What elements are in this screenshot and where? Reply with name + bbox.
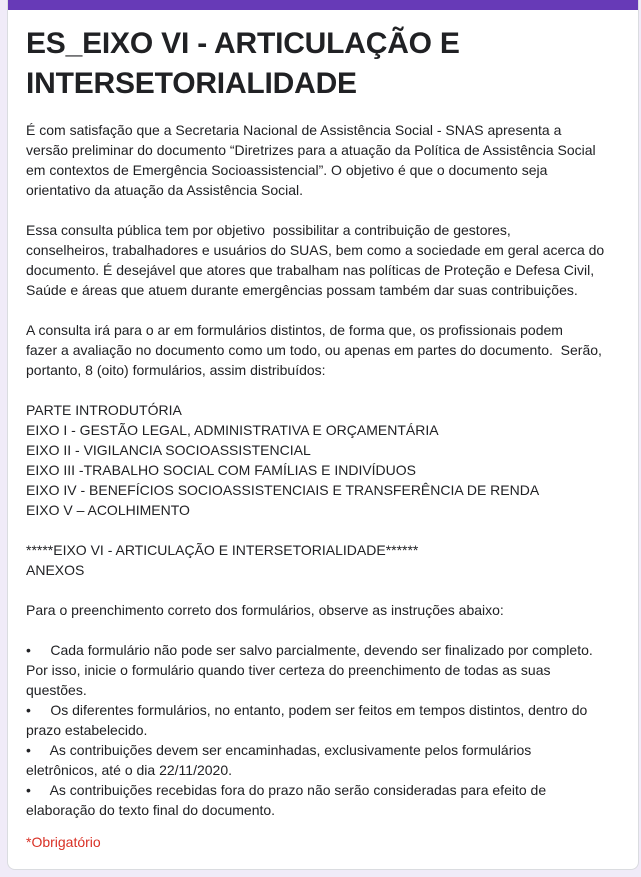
description-line: Para o preenchimento correto dos formulários, observe as instruções abaixo:: [26, 602, 504, 618]
description-line: Saúde e áreas que atuem durante emergências possam também dar suas contribuições.: [26, 282, 578, 298]
description-line: • Os diferentes formulários, no entanto, podem ser feitos em tempos distintos, dentro do: [26, 702, 588, 718]
description-line: • As contribuições recebidas fora do prazo não serão consideradas para efeito de: [26, 782, 547, 798]
form-title-line: INTERSETORIALIDADE: [26, 67, 357, 100]
description-line: eletrônicos, até o dia 22/11/2020.: [26, 762, 233, 778]
description-blank-line: [26, 620, 624, 640]
description-line: EIXO IV - BENEFÍCIOS SOCIOASSISTENCIAIS E TRANSFERÊNCIA DE RENDA: [26, 482, 540, 498]
form-title: [26, 24, 624, 104]
description-blank-line: [26, 200, 624, 220]
form-description: [26, 120, 624, 820]
description-line: orientativo da atuação da Assistência Social.: [26, 182, 304, 198]
description-blank-line: [26, 300, 624, 320]
description-line: elaboração do texto final do documento.: [26, 802, 276, 818]
description-line: em contextos de Emergência Socioassistencial”. O objetivo é que o documento seja: [26, 162, 548, 178]
description-line: versão preliminar do documento “Diretrizes para a atuação da Política de Assistência Social: [26, 142, 596, 158]
description-line: Essa consulta pública tem por objetivo possibilitar a contribuição de gestores,: [26, 222, 511, 238]
description-line: prazo estabelecido.: [26, 722, 148, 738]
description-line: documento. É desejável que atores que trabalham nas políticas de Proteção e Defesa Civil,: [26, 262, 595, 278]
description-blank-line: [26, 380, 624, 400]
form-header-card: [7, 0, 639, 870]
description-line: EIXO V – ACOLHIMENTO: [26, 502, 190, 518]
description-line: PARTE INTRODUTÓRIA: [26, 402, 182, 418]
description-line: ANEXOS: [26, 562, 85, 578]
form-title-line: ES_EIXO VI - ARTICULAÇÃO E: [26, 27, 460, 60]
description-line: questões.: [26, 682, 87, 698]
description-blank-line: [26, 520, 624, 540]
form-header-content: [26, 24, 624, 852]
description-line: conselheiros, trabalhadores e usuários do SUAS, bem como a sociedade em geral acerca do: [26, 242, 605, 258]
description-line: EIXO I - GESTÃO LEGAL, ADMINISTRATIVA E ORÇAMENTÁRIA: [26, 422, 439, 438]
description-line: • Cada formulário não pode ser salvo parcialmente, devendo ser finalizado por completo.: [26, 642, 593, 658]
description-line: EIXO II - VIGILANCIA SOCIOASSISTENCIAL: [26, 442, 311, 458]
description-line: • As contribuições devem ser encaminhadas, exclusivamente pelos formulários: [26, 742, 532, 758]
form-accent-bar: [8, 0, 638, 10]
description-line: portanto, 8 (oito) formulários, assim distribuídos:: [26, 362, 326, 378]
description-line: *****EIXO VI - ARTICULAÇÃO E INTERSETORIALIDADE******: [26, 542, 419, 558]
description-line: Por isso, inicie o formulário quando tiver certeza do preenchimento de todas as suas: [26, 662, 551, 678]
description-blank-line: [26, 580, 624, 600]
description-line: É com satisfação que a Secretaria Nacional de Assistência Social - SNAS apresenta a: [26, 122, 562, 138]
description-line: fazer a avaliação no documento como um todo, ou apenas em partes do documento. Serão,: [26, 342, 602, 358]
required-note: *Obrigatório: [26, 834, 101, 850]
description-line: EIXO III -TRABALHO SOCIAL COM FAMÍLIAS E INDIVÍDUOS: [26, 462, 417, 478]
description-line: A consulta irá para o ar em formulários distintos, de forma que, os profissionais podem: [26, 322, 563, 338]
